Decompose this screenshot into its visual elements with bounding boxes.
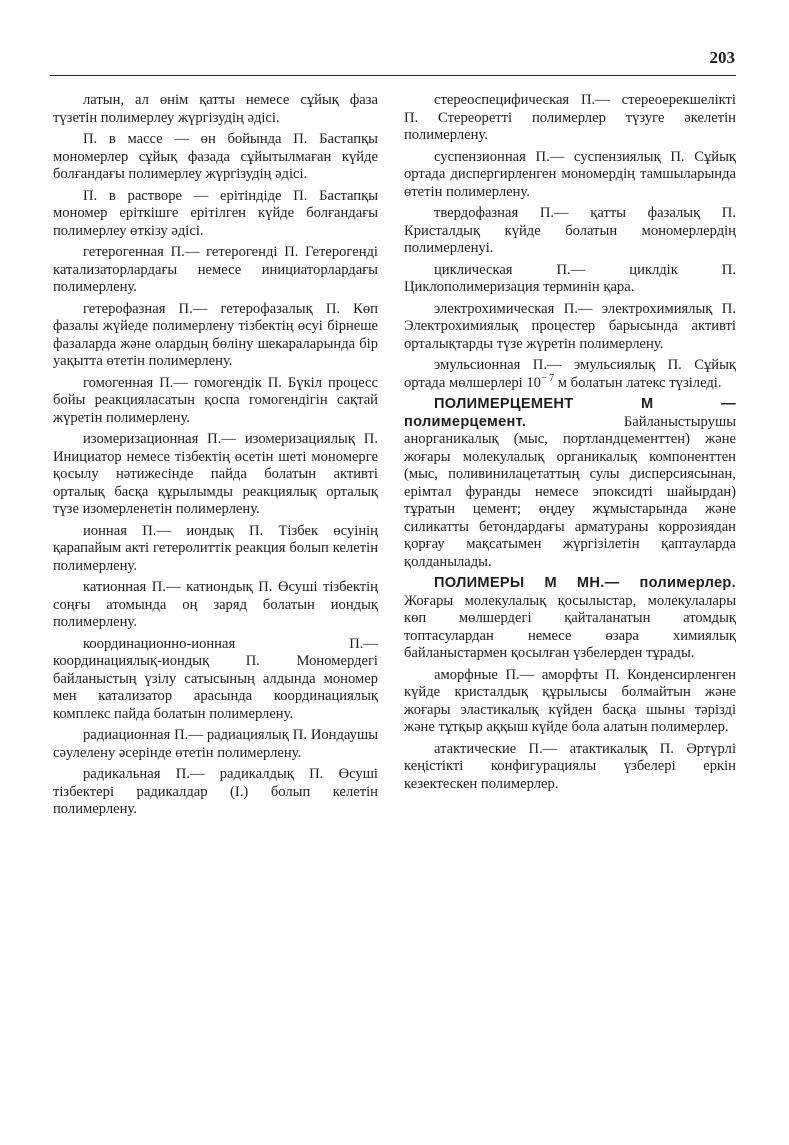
entry-text: гомогенная П.— гомогендік П. Бүкіл процесс бойы реакцияласатын қоспа гомогендігін сақтай жүретін полимерлену. <box>53 374 378 426</box>
entry-text: суспензионная П.— суспензиялық П. Сұйық ортада диспергирленген мономердің тамшыларында өтетін полимерлену. <box>404 148 736 200</box>
entry-text: стереоспецифическая П.— стереоерекшелікті П. Стереоретті полимерлер түзуге әкелетін полимерлену. <box>404 92 736 143</box>
entry-text: гетерогенная П.— гетерогенді П. Гетерогенді катализаторлардағы немесе инициаторлардағы полимерлену. <box>53 244 378 295</box>
entry-text: катионная П.— катиондық П. Өсуші тізбектің соңғы атомында оң заряд болатын иондық полимерлену. <box>53 579 378 630</box>
header-rule <box>50 75 736 76</box>
entry-text: латын, ал өнім қатты немесе сұйық фаза түзетін полимерлеу жүргізудің әдісі. <box>53 92 378 126</box>
entry-text: аморфные П.— аморфты П. Конденсирленген күйде кристалдық құрылысы болмайтын және жоғары эластикалық күйден басқа шыны тәрізді және тұтқыр аққыш күйде бола алатын полимерлер. <box>404 666 736 735</box>
entry-text: твердофазная П.— қатты фазалық П. Кристалдық күйде болатын мономерлердің полимерленуі. <box>404 205 736 256</box>
entry-text-part: м болатын латекс түзіледі. <box>554 374 722 391</box>
entry-text <box>404 357 736 392</box>
entry-text: гетерофазная П.— гетерофазалық П. Көп фазалы жүйеде полимерлену тізбектің өсуі бірнеше фазаларда және олардың бөліну шекараларында бір уақытта өтетін полимерлену. <box>53 300 378 369</box>
entry-text: П. в массе — өн бойында П. Бастапқы мономерлер сұйық фазада сұйытылмаған күйде болғандағы полимерлеу жүргізудің әдісі. <box>53 131 378 182</box>
exponent: − 7 <box>540 372 555 384</box>
headword: ПОЛИМЕРЫ М МН.— полимерлер. <box>434 575 736 591</box>
headword-entry <box>404 396 736 571</box>
right-column <box>404 92 736 797</box>
entry-text: электрохимическая П.— электрохимиялық П. Электрохимиялық процестер барысында активті орталықтарды түзе жүретін полимерлену. <box>404 300 736 352</box>
entry-text: П. в растворе — ерітіндіде П. Бастапқы мономер еріткішге ерітілген күйде болғандағы полимерлеу өткізу әдісі. <box>53 187 378 239</box>
entry-text: атактические П.— атактикалық П. Әртүрлі кеңістікті конфигурациялы үзбелері еркін кезектескен полимерлер. <box>404 740 736 792</box>
entry-text: ионная П.— иондық П. Тізбек өсуінің қарапайым акті гетеролиттік реакция болып келетін полимерлену. <box>53 522 378 574</box>
headword: ПОЛИМЕРЦЕМЕНТ М — полимерцемент. <box>404 396 736 430</box>
entry-text: радиационная П.— радиациялық П. Иондаушы сәулелену әсерінде өтетін полимерлену. <box>53 727 378 761</box>
entry-text: радикальная П.— радикалдық П. Өсуші тізбектері радикалдар (I.) болып келетін полимерлену. <box>53 766 378 817</box>
entry-text: координационно-ионная П.— координациялық-иондық П. Мономердегі байланыстың үзілу сатысының алдында мономер мен катализатор арасында координациялық комплекс пайда болатын полимерлену. <box>53 635 378 722</box>
definition: Жоғары молекулалық қосылыстар, молекулалары көп мөлшердегі қайталанатын атомдық топтасулардан немесе өзара химиялық байланыстармен қосылған үзбелерден тұрады. <box>404 592 736 661</box>
page-number: 203 <box>709 48 735 67</box>
entry-text: циклическая П.— циклдік П. Циклополимеризация терминін қара. <box>404 261 736 295</box>
definition: Байланыстырушы анорганикалық (мыс, портландцементтен) және жоғары молекулалық органикалық компоненттен (мыс, поливинилацетаттың сулы дисперсиясынан, ерімтал фуранды немесе эпоксидті шайырдан) тұратын цемент; өңдеу жұмыстарында және силикатты бетондардағы арматураны коррозиядан қорғау мақсатымен жүргізілетін қаптауларда қолданылады. <box>404 413 736 570</box>
left-column <box>53 92 378 823</box>
headword-entry <box>404 575 736 663</box>
entry-text: изомеризационная П.— изомеризациялық П. Инициатор немесе тізбектің өсетін шеті мономерге қосылу нәтижесінде пайда болатын активті орталық басқа құрылымды реакциялық орталық түзе изомерленетін полимерлену. <box>53 431 378 517</box>
entry-text-part: эмульсионная П.— эмульсиялық П. Сұйық ортада мөлшерлері 10 <box>404 357 736 391</box>
